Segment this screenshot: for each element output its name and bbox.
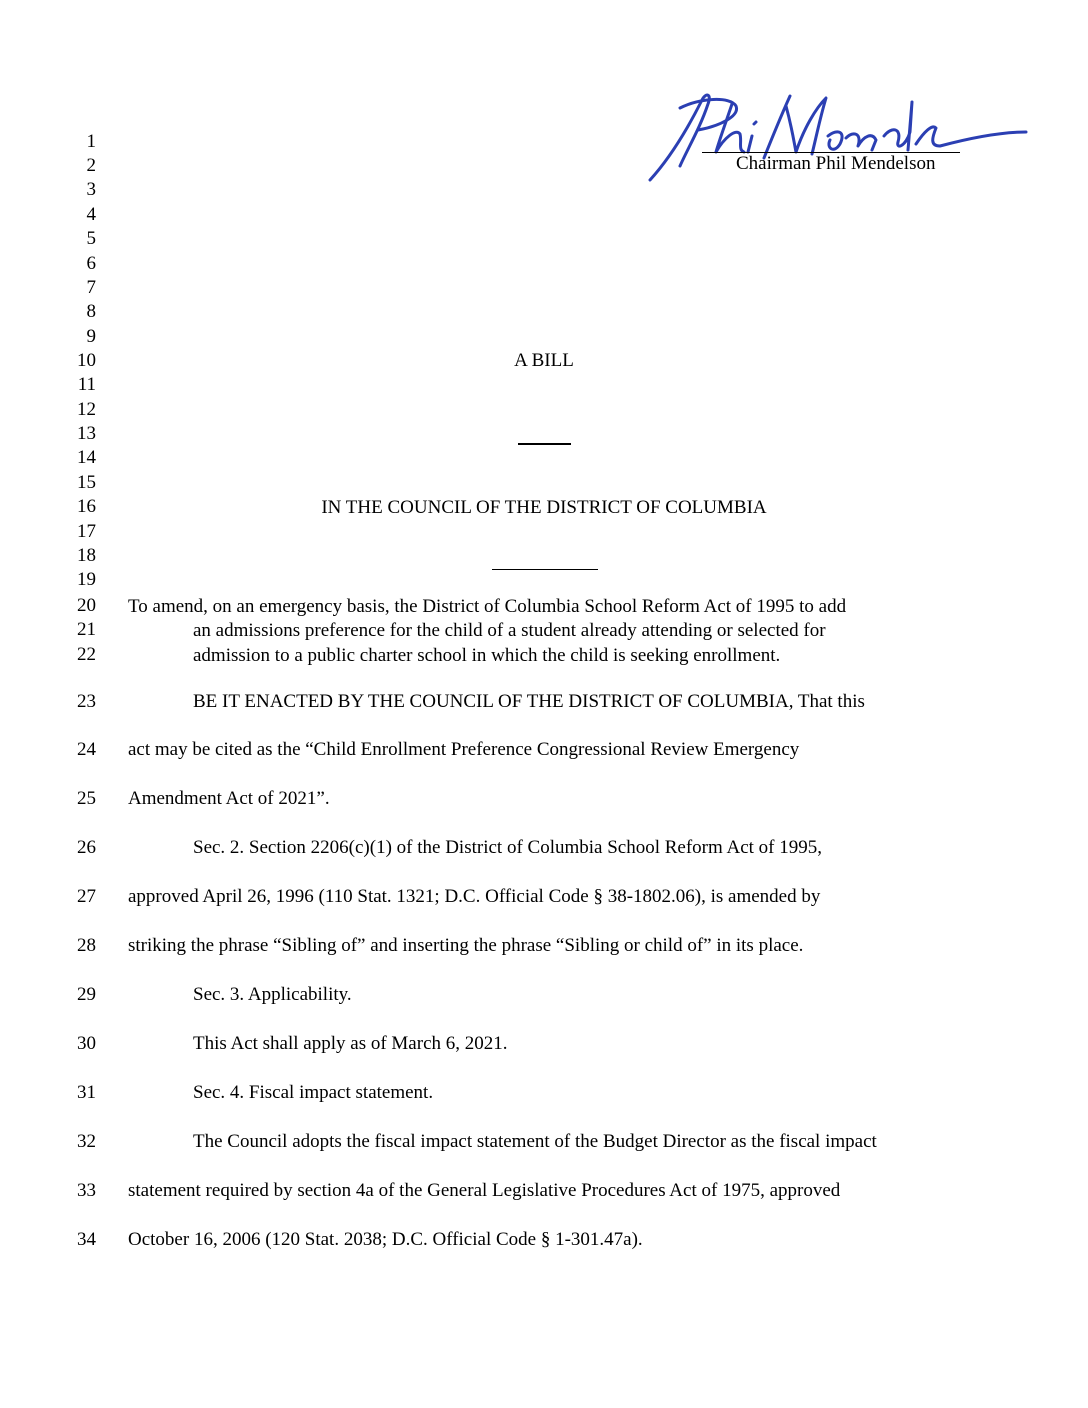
line-number: 23 <box>77 691 96 712</box>
line-number: 17 <box>77 521 96 542</box>
line-number: 32 <box>77 1131 96 1152</box>
line-number: 12 <box>77 399 96 420</box>
line-number: 2 <box>86 155 96 176</box>
line-number: 19 <box>77 569 96 590</box>
line-number: 31 <box>77 1082 96 1103</box>
purpose-line-2: an admissions preference for the child of a student already attending or selected for <box>193 620 826 641</box>
line-number: 7 <box>86 277 96 298</box>
line-number: 34 <box>77 1229 96 1250</box>
line-number: 6 <box>86 253 96 274</box>
line-number: 4 <box>86 204 96 225</box>
section-2-heading: Sec. 2. Section 2206(c)(1) of the District of Columbia School Reform Act of 1995, <box>193 837 822 858</box>
line-number: 26 <box>77 837 96 858</box>
body-line: The Council adopts the fiscal impact statement of the Budget Director as the fiscal impact <box>193 1131 877 1152</box>
body-line: statement required by section 4a of the General Legislative Procedures Act of 1975, approved <box>128 1180 841 1201</box>
line-number: 14 <box>77 447 96 468</box>
bill-title: A BILL <box>514 350 574 371</box>
line-number: 13 <box>77 423 96 444</box>
council-heading: IN THE COUNCIL OF THE DISTRICT OF COLUMBIA <box>321 497 767 518</box>
line-number: 20 <box>77 595 96 616</box>
line-number: 24 <box>77 739 96 760</box>
line-number: 21 <box>77 619 96 640</box>
body-line: act may be cited as the “Child Enrollment Preference Congressional Review Emergency <box>128 739 800 760</box>
purpose-line-1: To amend, on an emergency basis, the District of Columbia School Reform Act of 1995 to add <box>128 596 847 617</box>
line-number: 25 <box>77 788 96 809</box>
line-number: 8 <box>86 301 96 322</box>
body-line: approved April 26, 1996 (110 Stat. 1321; D.C. Official Code § 38-1802.06), is amended by <box>128 886 821 907</box>
body-line: Amendment Act of 2021”. <box>128 788 330 809</box>
line-number: 9 <box>86 326 96 347</box>
line-number: 15 <box>77 472 96 493</box>
line-number: 18 <box>77 545 96 566</box>
line-number: 11 <box>77 374 96 395</box>
line-number: 16 <box>77 496 96 517</box>
line-number: 28 <box>77 935 96 956</box>
council-rule <box>492 569 598 570</box>
body-line: This Act shall apply as of March 6, 2021. <box>193 1033 508 1054</box>
line-number: 22 <box>77 644 96 665</box>
purpose-line-3: admission to a public charter school in which the child is seeking enrollment. <box>193 645 781 666</box>
body-line: October 16, 2006 (120 Stat. 2038; D.C. Official Code § 1-301.47a). <box>128 1229 643 1250</box>
body-line: striking the phrase “Sibling of” and inserting the phrase “Sibling or child of” in its place. <box>128 935 804 956</box>
line-number: 1 <box>86 131 96 152</box>
line-number: 5 <box>86 228 96 249</box>
enacting-clause: BE IT ENACTED BY THE COUNCIL OF THE DISTRICT OF COLUMBIA, That this <box>193 691 865 712</box>
line-number: 3 <box>86 179 96 200</box>
line-number: 33 <box>77 1180 96 1201</box>
line-number: 29 <box>77 984 96 1005</box>
line-number: 10 <box>77 350 96 371</box>
line-number: 30 <box>77 1033 96 1054</box>
section-4-heading: Sec. 4. Fiscal impact statement. <box>193 1082 434 1103</box>
line-number: 27 <box>77 886 96 907</box>
section-3-heading: Sec. 3. Applicability. <box>193 984 352 1005</box>
signatory-name: Chairman Phil Mendelson <box>736 153 936 174</box>
title-rule <box>518 443 571 445</box>
